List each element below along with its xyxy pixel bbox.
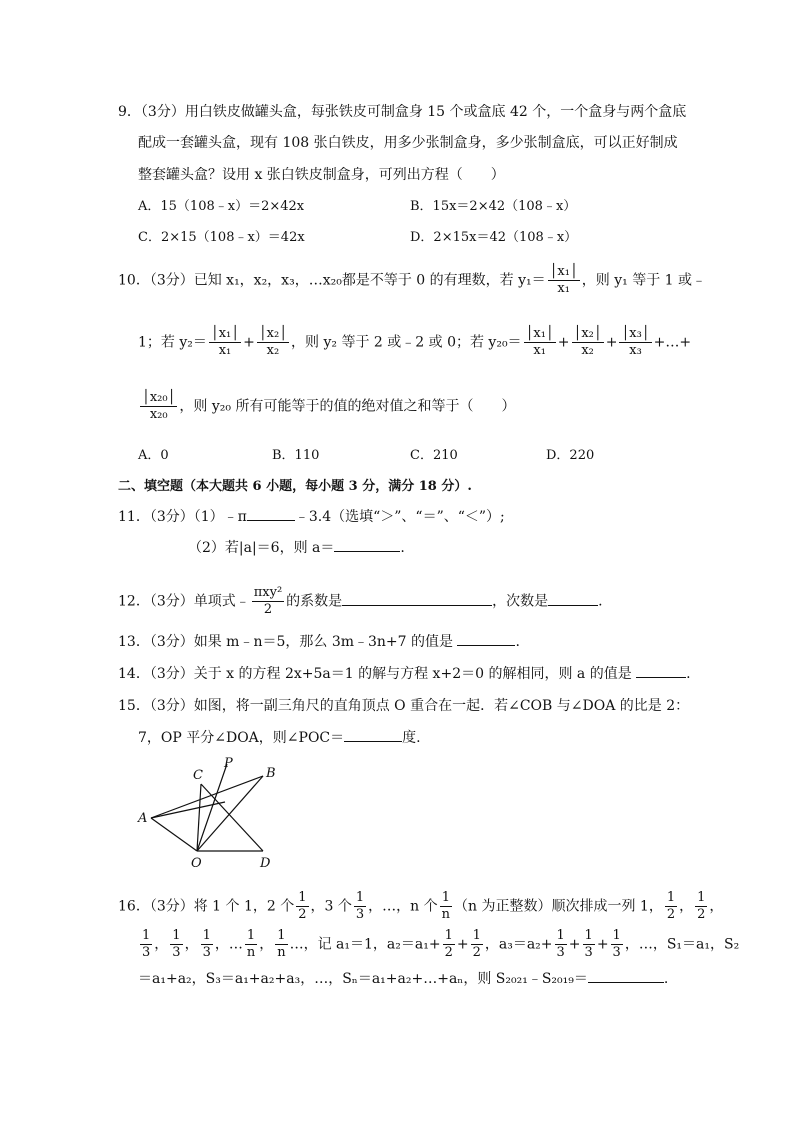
segment-oa (151, 818, 197, 851)
q10-line3: $\frac{\text{│x₂₀│}}{\text{x₂₀}}$ ，则 y₂₀ 所有可能等于的值的绝对值之和等于（ ） (142, 390, 516, 422)
q10-fraction: $\frac{\text{│x₁│}}{\text{x₁}}$ (210, 326, 240, 358)
answer-blank[interactable] (588, 970, 664, 983)
q9-option-c[interactable]: C．2×15（108﹣x）＝42x (138, 230, 305, 245)
q10-fraction: $\frac{\text{│x₂│}}{\text{x₂}}$ (573, 326, 602, 358)
answer-blank-degree[interactable] (548, 593, 598, 606)
q10-option-d[interactable]: D．220 (546, 448, 595, 463)
q10-fraction: $\frac{\text{│x₃│}}{\text{x₃}}$ (621, 326, 650, 358)
q12-line: 12．（3分）单项式﹣ $\frac{\text{πxy²}}{2}$ 的系数是 ，次数是 . (118, 585, 603, 617)
label-d: D (260, 856, 271, 871)
answer-blank[interactable] (636, 665, 686, 678)
q10-line1 (118, 264, 706, 297)
q10-fraction: $\frac{\text{│x₁│}}{\text{x₁}}$ (525, 326, 554, 358)
label-o: O (191, 856, 202, 871)
q10-fraction: $\frac{\text{│x₂│}}{\text{x₂}}$ (258, 326, 288, 358)
segment-ab (151, 776, 263, 818)
label-p: P (224, 756, 233, 771)
q10-fraction-x20: $\frac{\text{│x₂₀│}}{\text{x₂₀}}$ (142, 390, 176, 422)
q10-text-b: ，则 y₁ 等于 1 或﹣ (581, 272, 707, 289)
q10-option-c[interactable]: C．210 (410, 448, 458, 463)
q13-line: 13．（3分）如果 m﹣n＝5，那么 3m﹣3n+7 的值是 . (118, 634, 520, 650)
q10-option-a[interactable]: A．0 (138, 448, 169, 463)
label-b: B (266, 766, 276, 781)
answer-blank[interactable] (344, 729, 402, 742)
q16-line1: 16．（3分）将 1 个 1，2 个 $\frac{1}{2}$ ，3 个 $\frac{1}{3}$ ，…，n 个 $\frac{1}{n}$ （n 为正整数）顺次排成一列 1， $\frac{1}{2}$ ， $\frac{1}{2}$ ， (118, 890, 724, 922)
q9-line2: 配成一套罐头盒，现有 108 张白铁皮，用多少张制盒身，多少张制盒底，可以正好制成 (138, 135, 678, 151)
q10-text-a: 10．（3分）已知 x₁，x₂，x₃，…x₂₀都是不等于 0 的有理数，若 y₁＝ (118, 272, 546, 289)
q16-line3: ＝a₁+a₂，S₃＝a₁+a₂+a₃，…，Sₙ＝a₁+a₂+…+aₙ，则 S₂₀₂₁﹣S₂₀₁₉＝ . (138, 971, 669, 987)
q9-line3: 整套罐头盒？设用 x 张白铁皮制盒身，可列出方程（ ） (138, 167, 505, 183)
q11-line1: 11．（3分）（1）﹣π ﹣3.4（选填“＞”、“＝”、“＜”）; (118, 509, 505, 525)
q10-line2: 1；若 y₂＝ $\frac{\text{│x₁│}}{\text{x₁}}$ + $\frac{\text{│x₂│}}{\text{x₂}}$ ，则 y₂ 等于 2 或﹣2 或 0；若 y₂₀＝ $\frac{\text{│x₁│}}{\text{x₁}}$ + $\frac{\text{│x₂│}}{\text{x₂}}$ + $\frac{\text{│x₃│}}{\text{x₃}}$ +…+ (138, 326, 692, 358)
q9-option-d[interactable]: D．2×15x＝42（108﹣x） (410, 230, 578, 245)
q10-fraction-y1: $\frac{\text{│x₁│}}{\text{x₁}}$ (549, 264, 578, 296)
label-a: A (138, 811, 148, 826)
answer-blank-coefficient[interactable] (342, 593, 492, 606)
q9-option-a[interactable]: A．15（108﹣x）＝2×42x (138, 199, 305, 214)
answer-blank[interactable] (247, 508, 295, 521)
q9-option-b[interactable]: B．15x＝2×42（108﹣x） (410, 199, 577, 214)
section-heading: 二、填空题（本大题共 6 小题，每小题 3 分，满分 18 分）. (118, 479, 472, 494)
q11-line2: （2）若|a|＝6，则 a＝ . (188, 540, 405, 556)
q9-line1: 9．（3分）用白铁皮做罐头盒，每张铁皮可制盒身 15 个或盒底 42 个，一个盒身与两个盒底 (118, 104, 687, 120)
answer-blank[interactable] (457, 633, 515, 646)
answer-blank[interactable] (334, 539, 400, 552)
q12-fraction: $\frac{\text{πxy²}}{2}$ (253, 585, 283, 617)
q16-line2: $\frac{1}{3}$ ， $\frac{1}{3}$ ， $\frac{1}{3}$ ，… $\frac{1}{n}$ ， $\frac{1}{n}$ …，记 a₁＝1，a₂＝a₁+ $\frac{1}{2}$ + $\frac{1}{2}$ ，a₃＝a₂+ $\frac{1}{3}$ + $\frac{1}{3}$ + $\frac{1}{3}$ ，…，S₁＝a₁，S₂ (142, 928, 740, 960)
segment-cd (201, 784, 263, 851)
q15-line1: 15．（3分）如图，将一副三角尺的直角顶点 O 重合在一起．若∠COB 与∠DOA 的比是 2： (118, 698, 690, 714)
q15-line2: 7，OP 平分∠DOA，则∠POC＝ 度. (138, 730, 421, 746)
q14-line: 14．（3分）关于 x 的方程 2x+5a＝1 的解与方程 x+2＝0 的解相同，则 a 的值是 . (118, 666, 691, 682)
q15-triangle-figure (130, 755, 290, 875)
q10-option-b[interactable]: B．110 (272, 448, 320, 463)
label-c: C (193, 768, 203, 783)
